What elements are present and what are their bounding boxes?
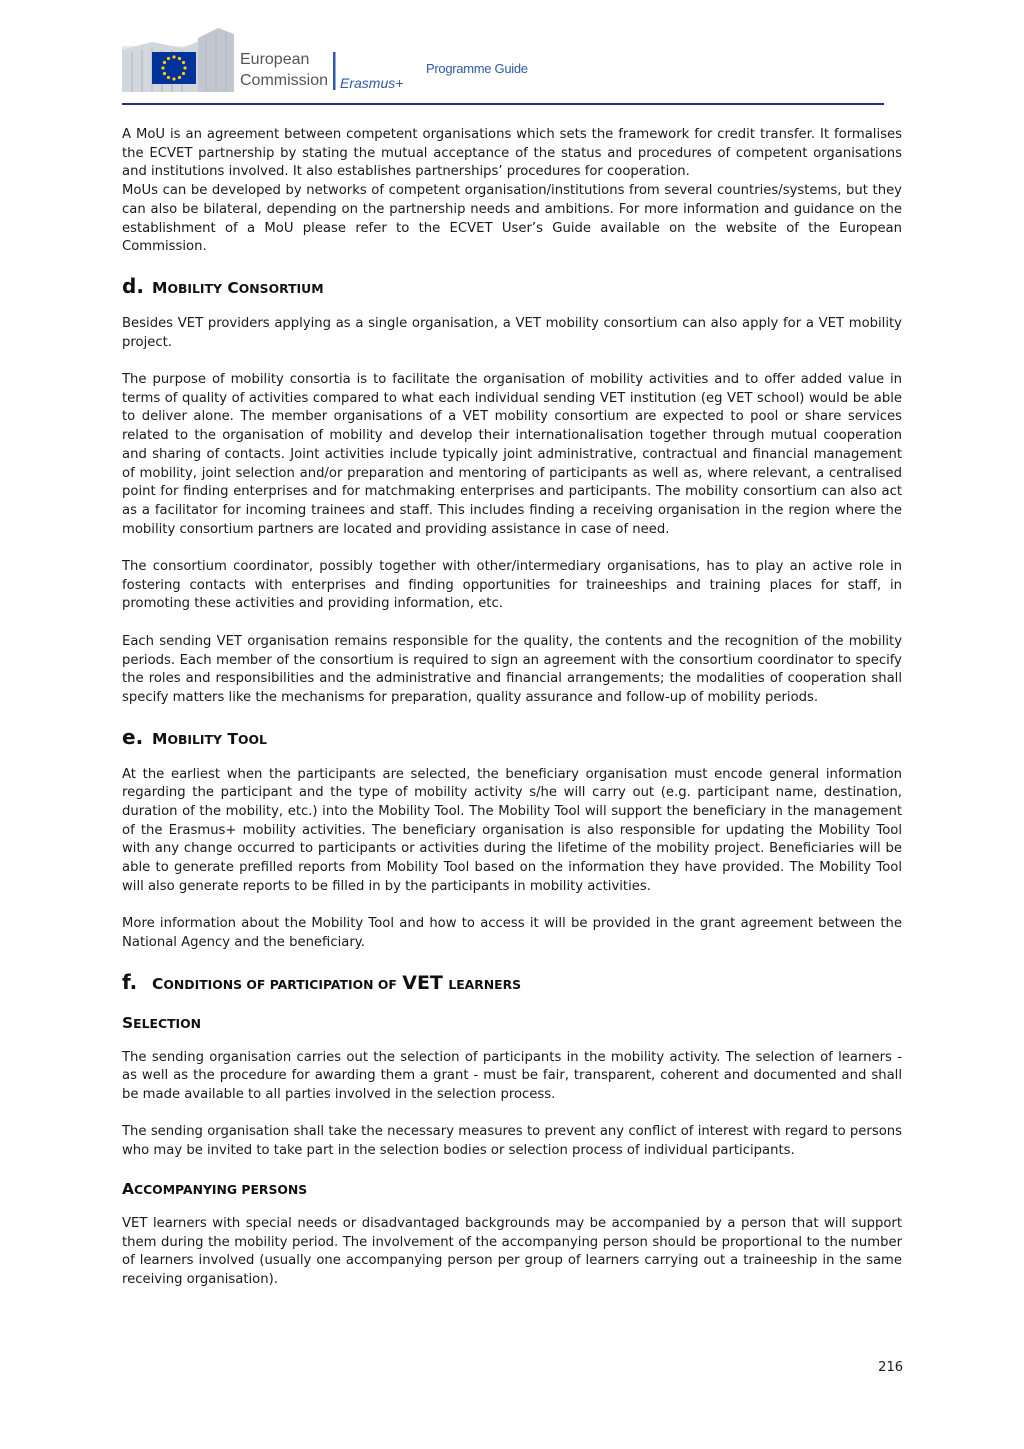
european-commission-logo — [122, 28, 422, 92]
section-e-paragraph-1: At the earliest when the participants are selected, the beneficiary organisation must encode general information regarding the participant and the type of mobility activity s/he will carry out (e.g. participant name, destination, duration of the mobility, etc.) into the Mobility Tool. The Mobility Tool will support the beneficiary in the management of the Erasmus+ mobility activities. The beneficiary organisation is also responsible for updating the Mobility Tool with any change occurred to participants or activities during the lifetime of the mobility project. Beneficiaries will be able to generate prefilled reports from Mobility Tool based on the information they have provided. The Mobility Tool will also generate reports to be filled in by the participants in mobility activities. — [122, 766, 902, 894]
section-d-paragraph-2: The purpose of mobility consortia is to facilitate the organisation of mobility activities and to offer added value in terms of quality of activities compared to what each individual sending VET institution (eg VET school) would be able to deliver alone. The member organisations of a VET mobility consortium are expected to pool or share services related to the organisation of mobility and develop their internationalisation together through mutual cooperation and sharing of contacts. Joint activities include typically joint administrative, contractual and financial management of mobility, joint selection and/or preparation and mentoring of participants as well as, where relevant, a centralised point for finding enterprises and for matchmaking enterprises and participants. The mobility consortium can also act as a facilitator for incoming trainees and staff. This includes finding a receiving organisation in the region where the mobility consortium partners are located and providing assistance in case of need. — [122, 372, 902, 537]
page-header — [122, 28, 884, 106]
selection-paragraph-1: The sending organisation carries out the selection of participants in the mobility activity. The selection of learners - as well as the procedure for awarding them a grant - must be fair, transparent, coherent and documented and shall be made available to all parties involved in the selection process. — [122, 1049, 902, 1103]
section-e-paragraph-2: More information about the Mobility Tool and how to access it will be provided in the grant agreement between the National Agency and the beneficiary. — [122, 916, 902, 950]
section-f-letter: f. — [122, 969, 138, 994]
section-f-heading: f. CONDITIONS OF PARTICIPATION OF VET LEARNERS — [122, 969, 522, 994]
header-divider — [122, 103, 884, 105]
section-e-letter: e. — [122, 724, 144, 749]
logo-line1: European — [240, 51, 310, 68]
main-content — [122, 126, 902, 1290]
logo-line2: Commission — [240, 72, 329, 89]
accompanying-persons-heading: ACCOMPANYING PERSONS — [122, 1179, 308, 1198]
section-d-paragraph-4: Each sending VET organisation remains responsible for the quality, the contents and the recognition of the mobility periods. Each member of the consortium is required to sign an agreement with the consortium coordinator to specify the roles and responsibilities and the administrative and financial arrangements; the modalities of cooperation shall specify matters like the mechanisms for preparation, quality assurance and follow-up of mobility periods. — [122, 633, 902, 705]
page-number: 216 — [878, 1360, 903, 1375]
selection-heading: SELECTION — [122, 1013, 202, 1032]
section-d-paragraph-3: The consortium coordinator, possibly together with other/intermediary organisations, has to play an active role in fostering contacts with enterprises and finding opportunities for traineeships and training places for staff, in promoting these activities and providing information, etc. — [122, 559, 902, 612]
ec-logo-graphic — [122, 28, 422, 92]
logo-program: Erasmus+ — [340, 75, 404, 91]
section-e-heading: e. MOBILITY TOOL — [122, 724, 267, 749]
section-d-letter: d. — [122, 273, 144, 298]
section-d-paragraph-1: Besides VET providers applying as a single organisation, a VET mobility consortium can also apply for a VET mobility project. — [122, 315, 902, 350]
guide-title: Programme Guide — [426, 61, 528, 76]
intro-paragraph-1: A MoU is an agreement between competent organisations which sets the framework for credit transfer. It formalises the ECVET partnership by stating the mutual acceptance of the status and procedures of competent organisations and institutions involved. It also establishes partnerships’ procedures for cooperation. — [122, 127, 902, 180]
section-d-heading: d. MOBILITY CONSORTIUM — [122, 273, 324, 298]
selection-paragraph-2: The sending organisation shall take the necessary measures to prevent any conflict of interest with regard to persons who may be invited to take part in the selection bodies or selection process of individual participants. — [122, 1124, 902, 1159]
accompanying-paragraph-1: VET learners with special needs or disadvantaged backgrounds may be accompanied by a person that will support them during the mobility period. The involvement of the accompanying person should be proportional to the number of learners involved (usually one accompanying person per group of learners carrying out a traineeship in the same receiving organisation). — [122, 1215, 902, 1287]
intro-paragraph-2: MoUs can be developed by networks of competent organisation/institutions from several countries/systems, but they can also be bilateral, depending on the partnership needs and ambitions. For more information and guidance on the establishment of a MoU please refer to the ECVET User’s Guide available on the website of the European Commission. — [122, 183, 902, 255]
